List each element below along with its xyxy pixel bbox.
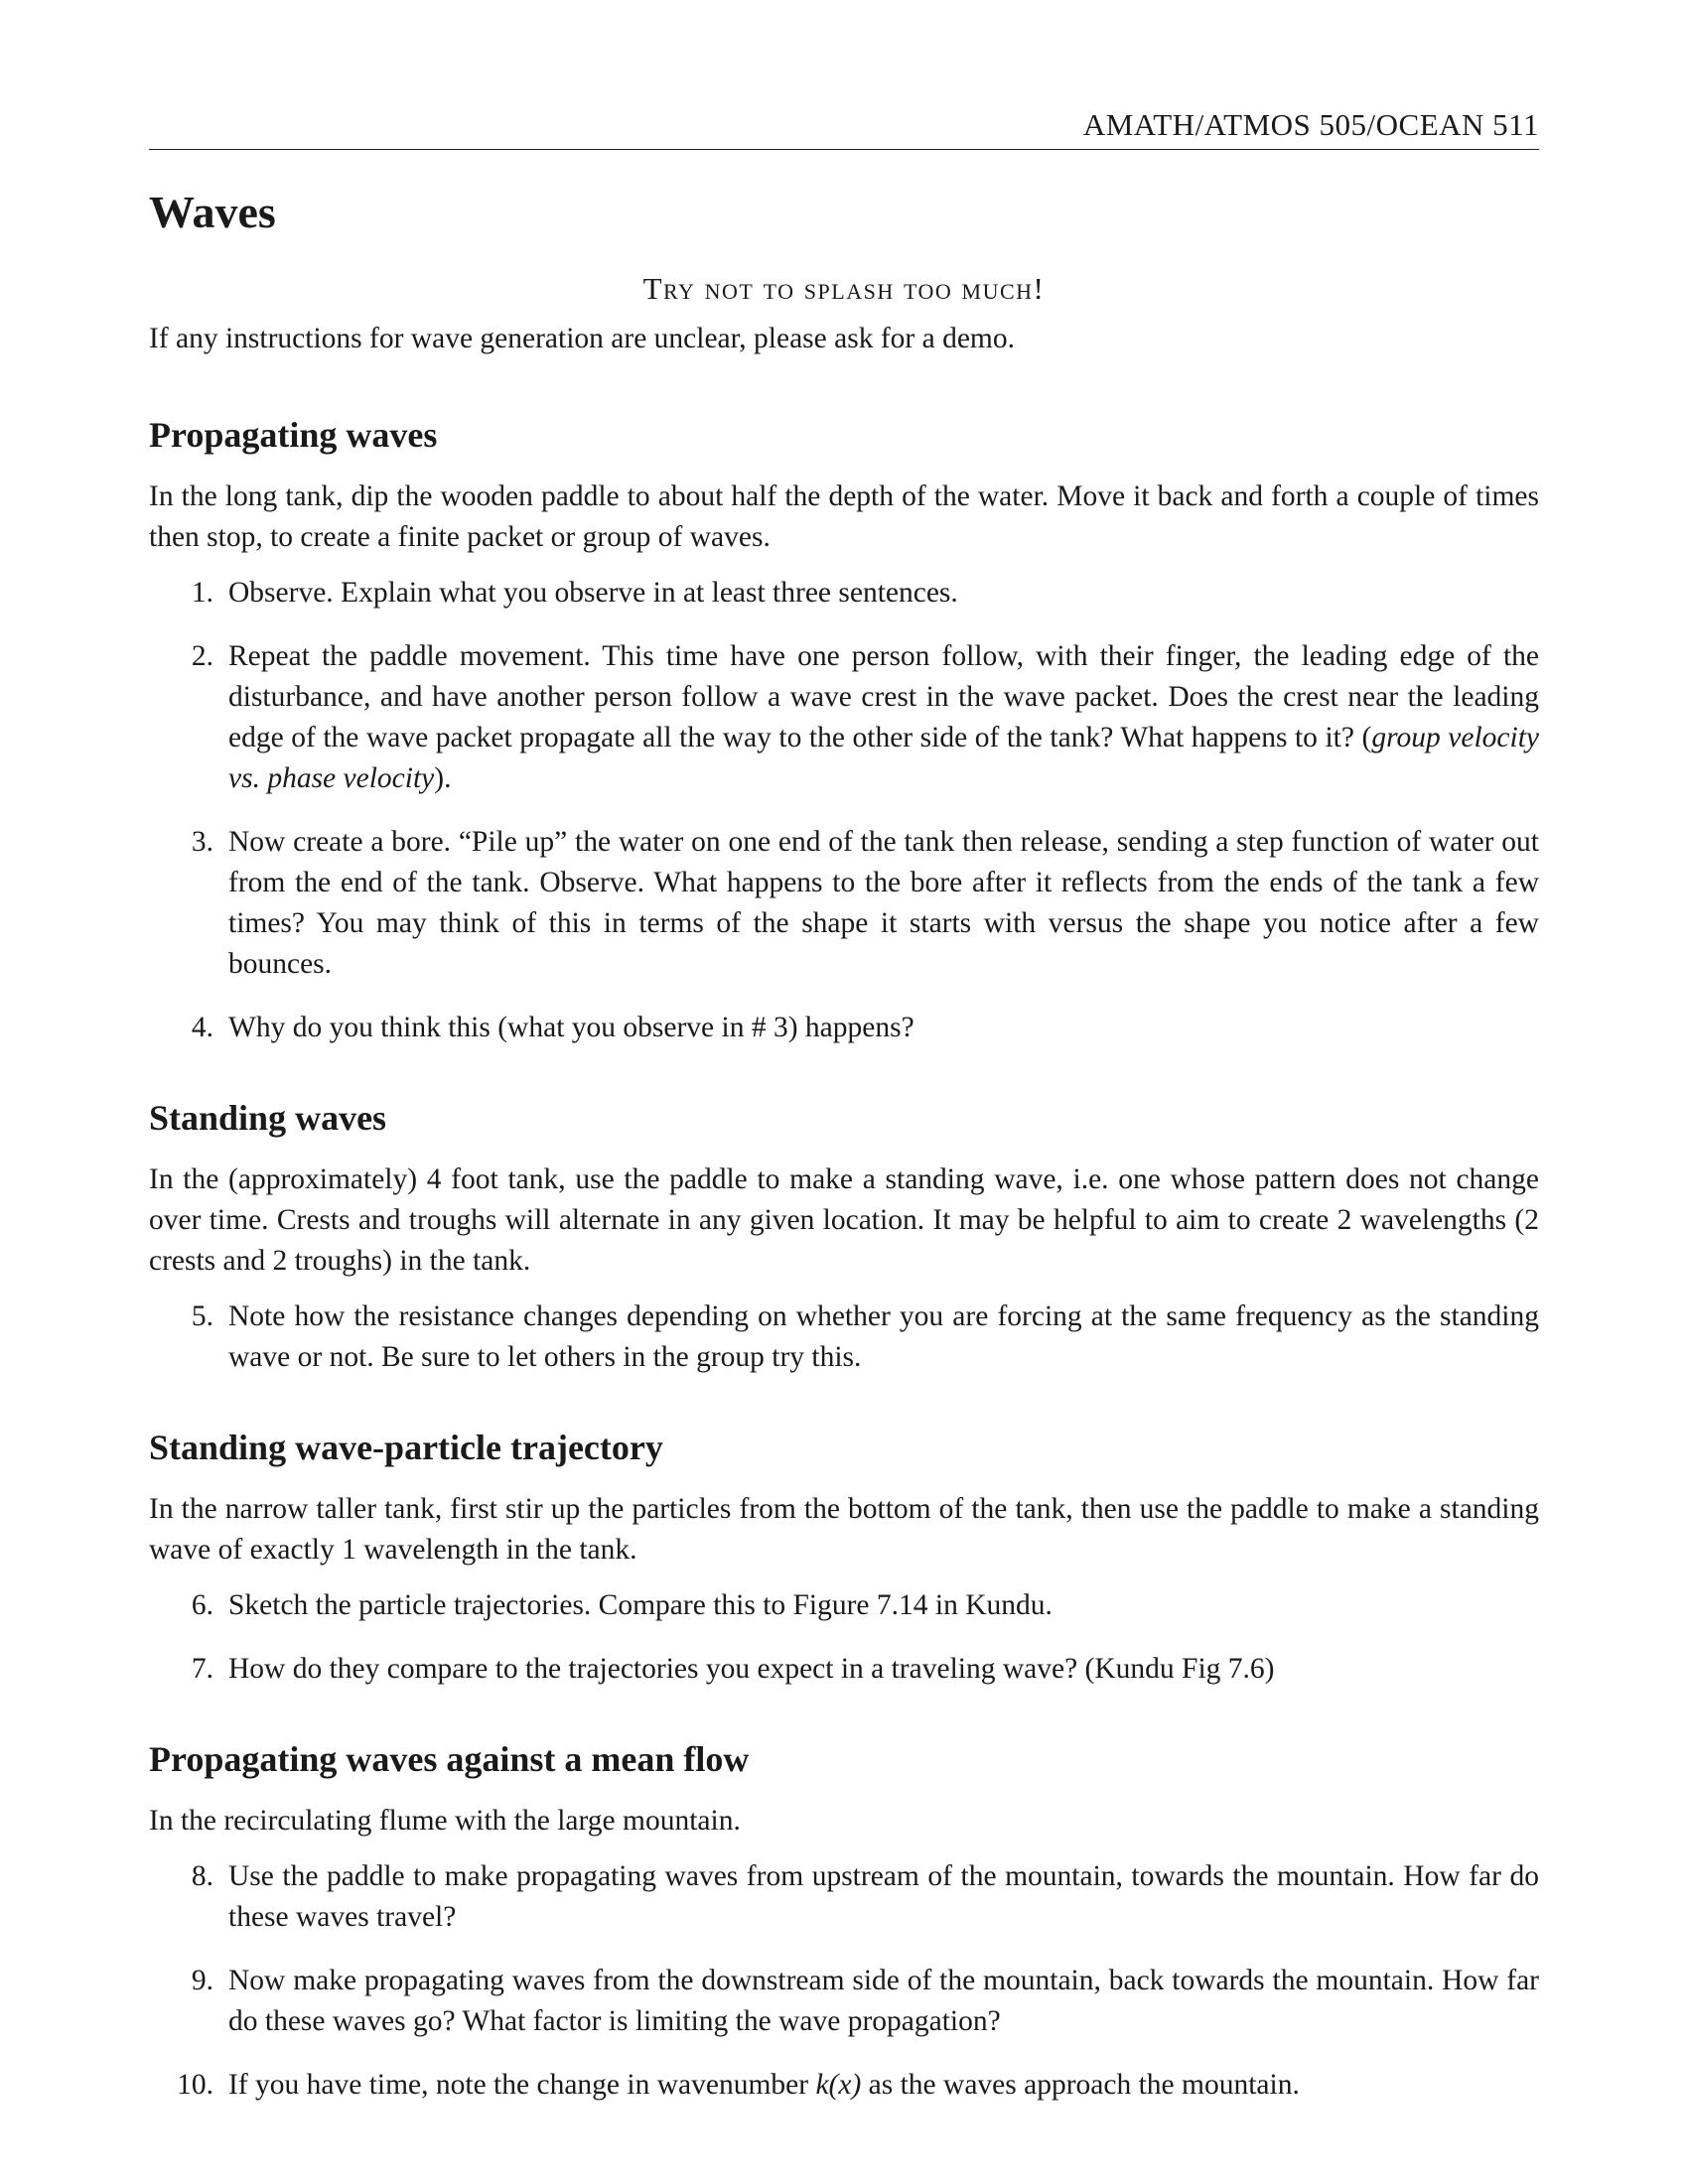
section-intro: In the recirculating flume with the large mountain. (149, 1805, 741, 1838)
section-intro: In the narrow taller tank, first stir up the particles from the bottom of the tank, then use the paddle to make a standing wave of exactly 1 wavelength in the tank. (149, 1493, 1539, 1567)
question-number: 10. (177, 2069, 213, 2102)
document-page (149, 0, 1539, 2184)
section-intro: In the (approximately) 4 foot tank, use the paddle to make a standing wave, i.e. one whose pattern does not change over time. Crests and troughs will alternate in any given location. It may be helpful to aim to create 2 wavelengths (2 crests and 2 troughs) in the tank. (149, 1163, 1539, 1278)
question-list (149, 573, 1539, 1048)
question-number: 8. (191, 1860, 213, 1893)
question-text-main: If you have time, note the change in wavenumber (228, 2069, 816, 2102)
question-text: Now make propagating waves from the downstream side of the mountain, back towards the mountain. How far do these waves go? What factor is limiting the wave propagation? (228, 1965, 1539, 2038)
question-item (149, 1585, 1539, 1626)
question-number: 7. (191, 1653, 213, 1686)
section-standing-wave-particle-trajectory (149, 1426, 1539, 1690)
question-text: Observe. Explain what you observe in at least three sentences. (228, 577, 958, 610)
section-title: Standing wave-particle trajectory (149, 1428, 663, 1468)
question-number: 1. (191, 577, 213, 610)
content (149, 185, 1539, 2153)
question-item (149, 1649, 1539, 1690)
question-number: 5. (191, 1300, 213, 1333)
question-text-tail: ). (434, 762, 452, 795)
intro-note: If any instructions for wave generation are unclear, please ask for a demo. (149, 323, 1015, 355)
section-title: Propagating waves against a mean flow (149, 1739, 750, 1780)
question-item (149, 1297, 1539, 1378)
question-text: Now create a bore. “Pile up” the water on one end of the tank then release, sending a step function of water out from the end of the tank. Observe. What happens to the bore after it reflects from the ends of the tank a few times? You may think of this in terms of the shape it starts with versus the shape you notice after a few bounces. (228, 826, 1539, 981)
question-text: Use the paddle to make propagating waves from upstream of the mountain, towards the mountain. How far do these waves travel? (228, 1860, 1539, 1934)
question-number: 4. (191, 1012, 213, 1044)
question-list (149, 1297, 1539, 1378)
question-item (149, 1008, 1539, 1048)
section-intro: In the long tank, dip the wooden paddle to about half the depth of the water. Move it back and forth a couple of times then stop, to create a finite packet or group of waves. (149, 480, 1539, 554)
question-text: How do they compare to the trajectories you expect in a traveling wave? (Kundu Fig 7.6) (228, 1653, 1275, 1686)
wavenumber-symbol: k(x) (815, 2069, 862, 2102)
question-item (149, 573, 1539, 614)
section-title: Propagating waves (149, 415, 438, 456)
section-standing-waves (149, 1096, 1539, 1378)
running-header: AMATH/ATMOS 505/OCEAN 511 (1082, 107, 1539, 142)
page-title: Waves (149, 187, 276, 237)
question-text-italic: group velocity vs. phase velocity (228, 722, 1539, 795)
question-text: Note how the resistance changes depending on whether you are forcing at the same frequency as the standing wave or not. Be sure to let others in the group try this. (228, 1300, 1539, 1374)
section-propagating-waves-mean-flow (149, 1737, 1539, 2106)
question-item (149, 2065, 1539, 2106)
header-rule (149, 149, 1539, 150)
question-item (149, 1856, 1539, 1938)
question-text-main: Repeat the paddle movement. This time have one person follow, with their finger, the leading edge of the disturbance, and have another person follow a wave crest in the wave packet. Does the crest near the leading edge of the wave packet propagate all the way to the other side of the tank? What happens to it? ( (228, 640, 1539, 754)
question-text (228, 2065, 1539, 2106)
question-item (149, 1961, 1539, 2042)
question-text: Sketch the particle trajectories. Compare this to Figure 7.14 in Kundu. (228, 1589, 1053, 1622)
section-propagating-waves (149, 413, 1539, 1048)
question-text (228, 636, 1539, 799)
question-item (149, 822, 1539, 985)
question-item (149, 636, 1539, 799)
question-number: 3. (191, 826, 213, 859)
motto: Try not to splash too much! (642, 271, 1046, 307)
question-text-tail: as the waves approach the mountain. (861, 2069, 1300, 2102)
section-title: Standing waves (149, 1098, 387, 1139)
question-list (149, 1856, 1539, 2106)
question-number: 6. (191, 1589, 213, 1622)
question-number: 9. (191, 1965, 213, 1997)
question-number: 2. (191, 640, 213, 673)
question-list (149, 1585, 1539, 1690)
question-text: Why do you think this (what you observe in # 3) happens? (228, 1012, 914, 1044)
